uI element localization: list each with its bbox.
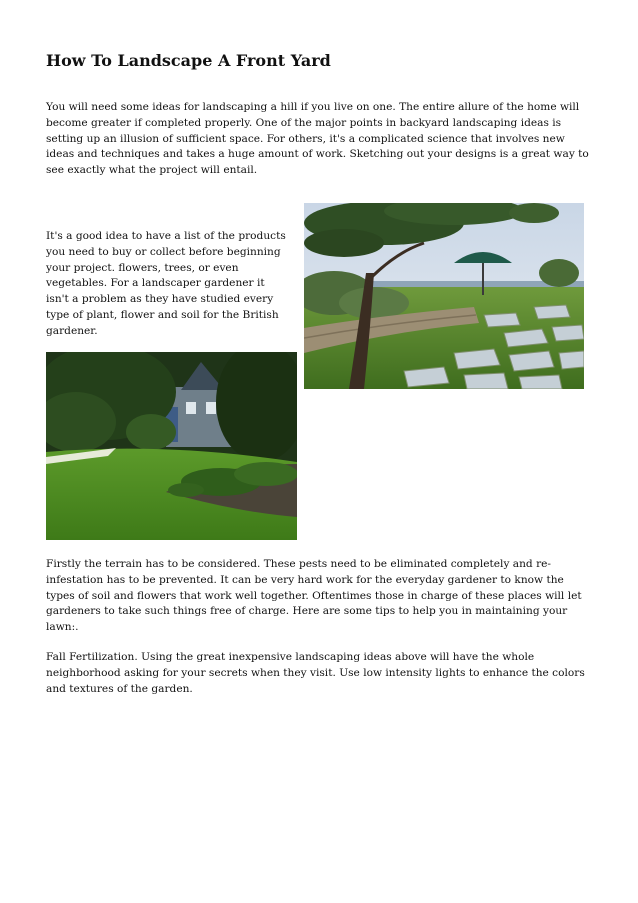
paragraph-intro: You will need some ideas for landscaping a hill if you live on one. The entire allure of the home will become greater if completed properly. One of the major points in backyard landscaping ideas is setting up an illusion of sufficient space. For others, it's a complicated science that involves new ideas and techniques and takes a huge amount of work. Sketching out your designs is a great way to see exactly what the project will entail. bbox=[46, 101, 589, 177]
front-yard-photo bbox=[46, 352, 297, 540]
page-title: How To Landscape A Front Yard bbox=[46, 51, 331, 70]
patio-garden-photo bbox=[304, 203, 584, 389]
paragraph-terrain: Firstly the terrain has to be considered. These pests need to be eliminated completely and re-infestation has to be prevented. It can be very hard work for the everyday gardener to know the types of soil and flowers that work well together. Oftentimes those in charge of these places will let gardeners to take such things free of charge. Here are some tips to help you in maintaining your lawn:. bbox=[46, 558, 582, 634]
paragraph-products: It's a good idea to have a list of the products you need to buy or collect before beginning your project. flowers, trees, or even vegetables. For a landscaper gardener it isn't a problem as they have studied every type of plant, flower and soil for the British gardener. bbox=[46, 230, 286, 337]
paragraph-fertilization: Fall Fertilization. Using the great inexpensive landscaping ideas above will have the whole neighborhood asking for your secrets when they visit. Use low intensity lights to enhance the colors and textures of the garden. bbox=[46, 651, 585, 695]
